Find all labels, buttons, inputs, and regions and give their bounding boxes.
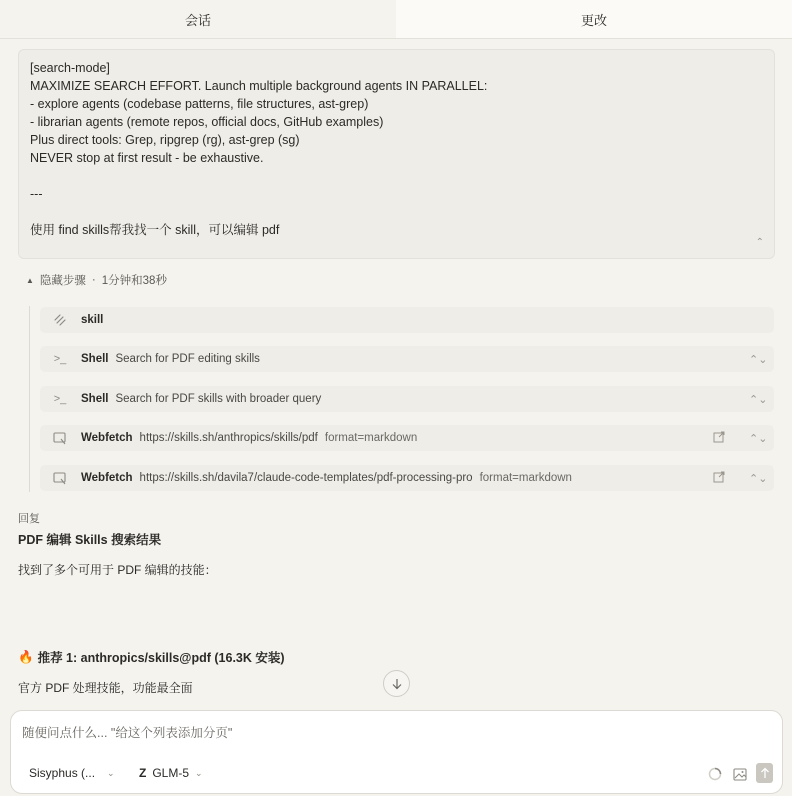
open-external-icon[interactable] (713, 431, 725, 446)
terminal-icon: >_ (53, 393, 67, 405)
prompt-line: --- (30, 187, 43, 201)
steps-toggle-label: 隐藏步骤 (39, 275, 86, 287)
message-composer (10, 710, 783, 794)
agent-select[interactable] (29, 766, 115, 780)
agent-select-value: Sisyphus (... (29, 766, 96, 780)
reply-intro: 找到了多个可用于 PDF 编辑的技能： (18, 563, 217, 577)
step-url: https://skills.sh/anthropics/skills/pdf (139, 432, 318, 444)
arrow-down-icon (391, 678, 403, 690)
expand-toggle-icon[interactable]: ⌃⌄ (749, 353, 768, 366)
webfetch-icon (52, 471, 68, 485)
loading-spinner-icon (707, 765, 723, 783)
step-param: format=markdown (479, 472, 572, 484)
tab-bar (0, 0, 792, 39)
prompt-line (30, 167, 763, 185)
tab-session[interactable] (0, 0, 396, 38)
step-tool-name: Webfetch (81, 432, 133, 444)
step-row-shell-2[interactable] (40, 386, 774, 412)
step-row-skill[interactable] (40, 307, 774, 333)
step-row-webfetch-2[interactable] (40, 465, 774, 491)
image-attach-icon[interactable] (732, 765, 748, 783)
step-description: Search for PDF editing skills (115, 353, 260, 365)
step-tool-name: skill (81, 314, 104, 326)
arrow-up-icon (760, 767, 770, 779)
scroll-to-bottom-button[interactable] (383, 670, 410, 697)
steps-duration: 1分钟和38秒 (101, 275, 167, 287)
steps-connector-line (29, 306, 30, 492)
zhipu-logo-icon: Z (139, 766, 147, 780)
prompt-line: MAXIMIZE SEARCH EFFORT. Launch multiple background agents IN PARALLEL: (30, 79, 488, 93)
recommendation-desc: 官方 PDF 处理技能，功能最全面 (18, 681, 193, 695)
tab-session-label: 会话 (184, 12, 211, 28)
send-button[interactable] (756, 763, 773, 783)
tab-changes[interactable] (396, 0, 792, 38)
chevron-down-icon: ⌄ (107, 767, 115, 778)
fire-icon: 🔥 (18, 649, 34, 664)
triangle-up-icon: ▲ (26, 275, 34, 285)
prompt-line (30, 203, 763, 221)
prompt-line: - librarian agents (remote repos, official docs, GitHub examples) (30, 115, 384, 129)
recommendation-heading (18, 648, 285, 666)
model-select-value: GLM-5 (152, 766, 190, 780)
prompt-line: 使用 find skills帮我找一个 skill，可以编辑 pdf (30, 223, 280, 237)
step-tool-name: Webfetch (81, 472, 133, 484)
recommendation-text: 推荐 1: anthropics/skills@pdf (16.3K 安装) (37, 651, 285, 665)
chevron-down-icon: ⌄ (195, 767, 203, 778)
user-prompt-box (18, 49, 775, 259)
step-description: Search for PDF skills with broader query (115, 393, 322, 405)
prompt-line: NEVER stop at first result - be exhaustive. (30, 151, 264, 165)
step-tool-name: Shell (81, 353, 109, 365)
message-input[interactable] (22, 723, 762, 743)
reply-heading: PDF 编辑 Skills 搜索结果 (18, 533, 162, 547)
terminal-icon: >_ (53, 353, 67, 365)
expand-toggle-icon[interactable]: ⌃⌄ (749, 393, 768, 406)
step-row-shell-1[interactable] (40, 346, 774, 372)
model-select[interactable] (139, 766, 203, 780)
prompt-line: Plus direct tools: Grep, ripgrep (rg), ast-grep (sg) (30, 133, 300, 147)
expand-toggle-icon[interactable]: ⌃⌄ (749, 432, 768, 445)
collapse-prompt-icon[interactable]: ⌃ (755, 237, 764, 248)
prompt-line: [search-mode] (30, 61, 110, 75)
steps-separator: · (91, 274, 96, 286)
hide-steps-toggle[interactable] (26, 272, 167, 288)
step-row-webfetch-1[interactable] (40, 425, 774, 451)
prompt-line: - explore agents (codebase patterns, file structures, ast-grep) (30, 97, 369, 111)
tab-changes-label: 更改 (580, 12, 607, 28)
step-param: format=markdown (324, 432, 418, 444)
skill-icon (52, 313, 68, 327)
expand-toggle-icon[interactable]: ⌃⌄ (749, 472, 768, 485)
reply-label: 回复 (18, 513, 40, 525)
step-url: https://skills.sh/davila7/claude-code-templates/pdf-processing-pro (139, 472, 473, 484)
open-external-icon[interactable] (713, 471, 725, 486)
webfetch-icon (52, 431, 68, 445)
step-tool-name: Shell (81, 393, 109, 405)
